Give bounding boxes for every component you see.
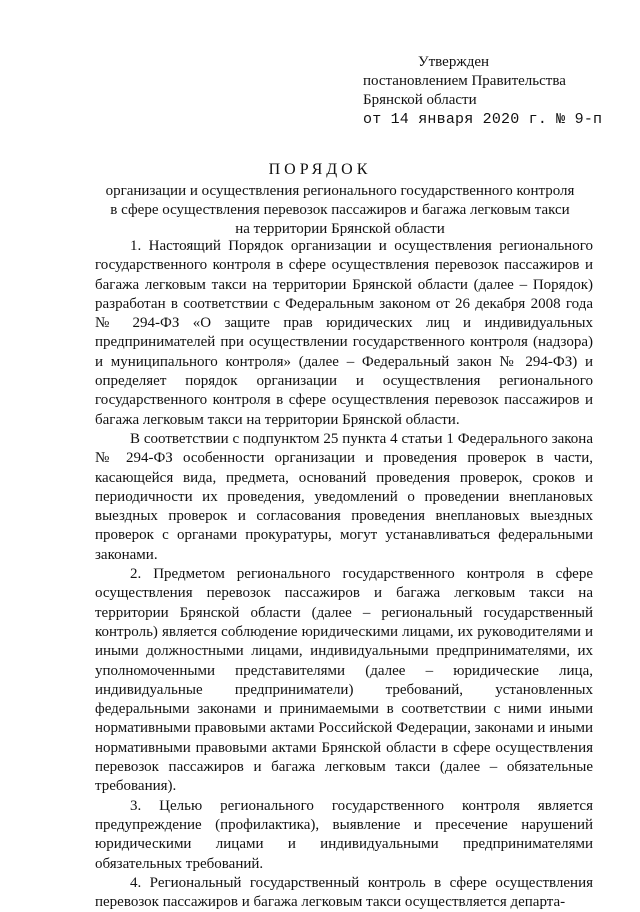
paragraph-1: 1. Настоящий Порядок организации и осуществления регионального государственного контроля в сфере осуществления перевозок пассажиров и багажа легковым такси на территории Брянской области (далее – Порядок) разработан в соответствии с Федеральным законом от 26 декабря 2008 года № 294-ФЗ «О защите прав юридических лиц и индивидуальных предпринимателей при осуществлении государственного контроля (надзора) и муниципального контроля» (далее – Федеральный закон № 294-ФЗ) и определяет порядок организации и осуществления регионального государственного контроля в сфере осуществления перевозок пассажиров и багажа легковым такси на территории Брянской области. bbox=[95, 238, 593, 428]
approval-region: Брянской области bbox=[363, 92, 477, 108]
paragraph-1-note: В соответствии с подпунктом 25 пункта 4 статьи 1 Федерального закона № 294-ФЗ особенности организации и проведения проверок в части, касающейся вида, предмета, оснований проведения проверок, сроков и периодичности их проведения, уведомлений о проведении внеплановых выездных проверок и согласования проведения внеплановых выездных проверок с органами прокуратуры, могут устанавливаться федеральными законами. bbox=[95, 430, 593, 563]
paragraph-4: 4. Региональный государственный контроль в сфере осуществления перевозок пассажиров и багажа легковым такси осуществляется департа- bbox=[95, 874, 593, 911]
document-subtitle bbox=[80, 182, 600, 239]
document-title: ПОРЯДОК bbox=[268, 161, 372, 178]
approval-issuer: постановлением Правительства bbox=[363, 73, 566, 89]
approval-stamp bbox=[363, 53, 602, 129]
subtitle-line: в сфере осуществления перевозок пассажиров и багажа легковым такси bbox=[110, 202, 570, 218]
paragraph-2: 2. Предметом регионального государственного контроля в сфере осуществления перевозок пассажиров и багажа легковым такси на территории Брянской области (далее – региональный государственный контроль) является соблюдение юридическими лицами, их руководителями и иными должностными лицами, индивидуальными предпринимателями, их уполномоченными представителями (далее – юридические лица, индивидуальные предприниматели) требований, установленных федеральными законами и принимаемыми в соответствии с ними иными нормативными правовыми актами Российской Федерации, законами и иными нормативными правовыми актами Брянской области в сфере осуществления перевозок пассажиров и багажа легковым такси (далее – обязательные требования). bbox=[95, 566, 593, 795]
approval-title: Утвержден bbox=[418, 54, 490, 70]
document-body bbox=[95, 237, 593, 912]
paragraph-3: 3. Целью регионального государственного контроля является предупреждение (профилактика), выявление и пресечение нарушений юридическими лицами и индивидуальными предпринимателями обязательных требований. bbox=[95, 797, 593, 872]
subtitle-line: организации и осуществления регионального государственного контроля bbox=[105, 183, 575, 199]
approval-date-number: от 14 января 2020 г. № 9-п bbox=[363, 111, 603, 128]
subtitle-line: на территории Брянской области bbox=[235, 221, 445, 237]
